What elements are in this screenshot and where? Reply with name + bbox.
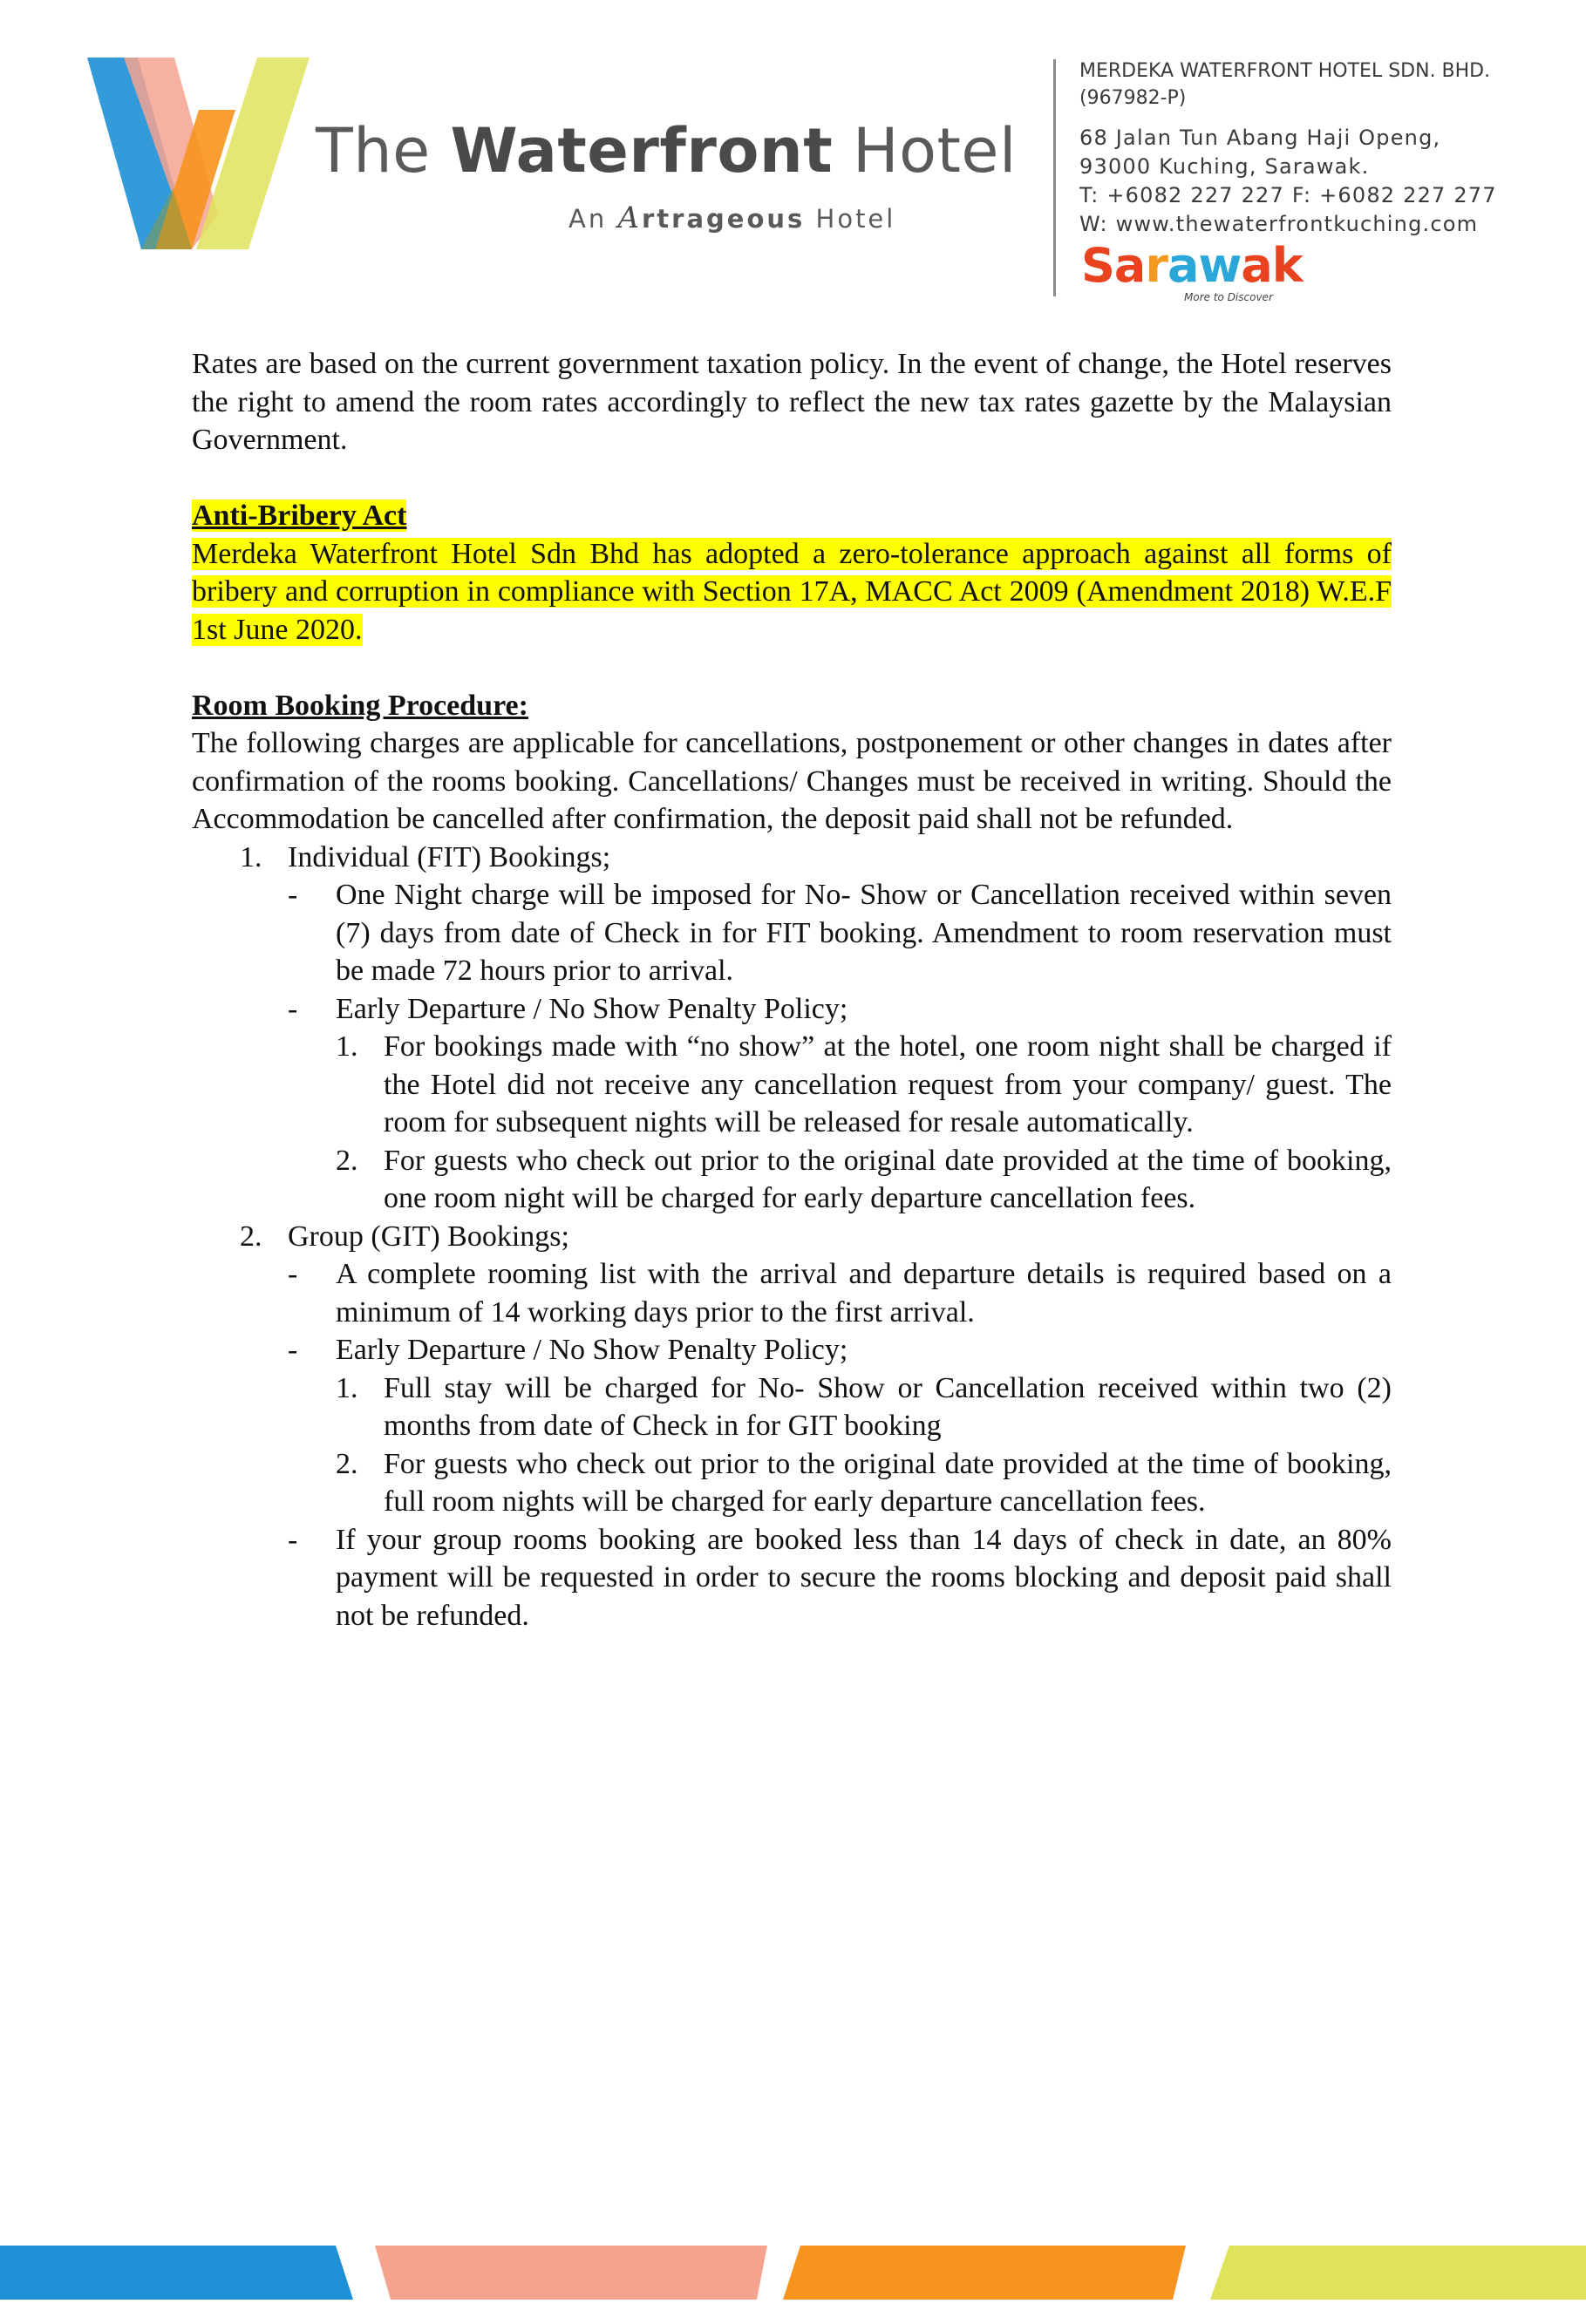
fit-point-one-night-charge: - One Night charge will be imposed for No- Show or Cancellation received within seven (7) days from date of Check in for FIT booking. Amendment to room reservation must be made 72 hours prior to arrival. xyxy=(288,879,1392,987)
sarawak-logo: Sarawak xyxy=(1081,238,1303,293)
hotel-name: The Waterfront Hotel xyxy=(316,115,1017,187)
git-penalty-full-stay: 1. Full stay will be charged for No- Show or Cancellation received within two (2) months from date of Check in for GIT booking xyxy=(336,1371,1392,1442)
footer-bar-orange xyxy=(783,2246,1186,2300)
git-point-late-booking-payment: - If your group rooms booking are booked less than 14 days of check in date, an 80% payment will be requested in order to secure the rooms blocking and deposit paid shall not be refunded. xyxy=(288,1523,1392,1632)
address-line-1: 68 Jalan Tun Abang Haji Openg, xyxy=(1079,126,1441,150)
git-point-penalty-policy: - Early Departure / No Show Penalty Policy; xyxy=(288,1334,848,1366)
footer-color-bar xyxy=(0,2246,1586,2300)
tax-policy-paragraph: Rates are based on the current government taxation policy. In the event of change, the Hotel reserves the right to amend the room rates accordingly to reflect the new tax rates gazette by the Malaysian Government. xyxy=(192,348,1392,456)
company-reg-number: (967982-P) xyxy=(1079,87,1187,109)
git-penalty-early-departure: 2. For guests who check out prior to the original date provided at the time of booking, full room nights will be charged for early departure cancellation fees. xyxy=(336,1447,1392,1518)
hotel-tagline: An Artrageous Hotel xyxy=(568,200,896,235)
header-divider xyxy=(1053,59,1056,296)
waterfront-w-logo-icon xyxy=(87,58,314,249)
git-point-rooming-list: - A complete rooming list with the arrival and departure details is required based on a minimum of 14 working days prior to the first arrival. xyxy=(288,1258,1392,1328)
anti-bribery-paragraph: Merdeka Waterfront Hotel Sdn Bhd has adopted a zero-tolerance approach against all forms of bribery and corruption in compliance with Section 17A, MACC Act 2009 (Amendment 2018) W.E.F 1st June 2020. xyxy=(192,537,1392,646)
sarawak-tagline: More to Discover xyxy=(1184,291,1273,303)
fit-bookings-title: Individual (FIT) Bookings; xyxy=(288,840,611,873)
company-address xyxy=(1079,124,1568,239)
git-bookings-title: Group (GIT) Bookings; xyxy=(288,1220,569,1253)
fit-bookings-item: 1. Individual (FIT) Bookings; xyxy=(240,840,611,873)
git-bookings-item: 2. Group (GIT) Bookings; xyxy=(240,1220,569,1253)
company-name: MERDEKA WATERFRONT HOTEL SDN. BHD. xyxy=(1079,60,1491,82)
footer-bar-lime xyxy=(1210,2246,1586,2300)
footer-bar-blue xyxy=(0,2246,353,2300)
anti-bribery-heading: Anti-Bribery Act xyxy=(192,499,407,532)
fit-penalty-early-departure: 2. For guests who check out prior to the original date provided at the time of booking, one room night will be charged for early departure cancellation fees. xyxy=(336,1144,1392,1214)
room-booking-intro: The following charges are applicable for cancellations, postponement or other changes in dates after confirmation of the rooms booking. Cancellations/ Changes must be received in writing. Should the Accommodation be cancelled after confirmation, the deposit paid shall not be refunded. xyxy=(192,727,1392,835)
footer-bar-salmon xyxy=(375,2246,767,2300)
phone-fax-line: T: +6082 227 227 F: +6082 227 277 xyxy=(1079,183,1497,207)
room-booking-heading: Room Booking Procedure: xyxy=(192,689,528,722)
website-line: W: www.thewaterfrontkuching.com xyxy=(1079,212,1479,236)
fit-penalty-no-show: 1. For bookings made with “no show” at the hotel, one room night shall be charged if the Hotel did not receive any cancellation request from your company/ guest. The room for subsequent nights will be released for resale automatically. xyxy=(336,1030,1392,1138)
company-contact-block xyxy=(1079,58,1568,239)
hotel-logo-text xyxy=(316,115,1017,235)
address-line-2: 93000 Kuching, Sarawak. xyxy=(1079,154,1370,179)
fit-point-penalty-policy: - Early Departure / No Show Penalty Policy; xyxy=(288,992,848,1025)
document-body xyxy=(192,345,1392,1634)
